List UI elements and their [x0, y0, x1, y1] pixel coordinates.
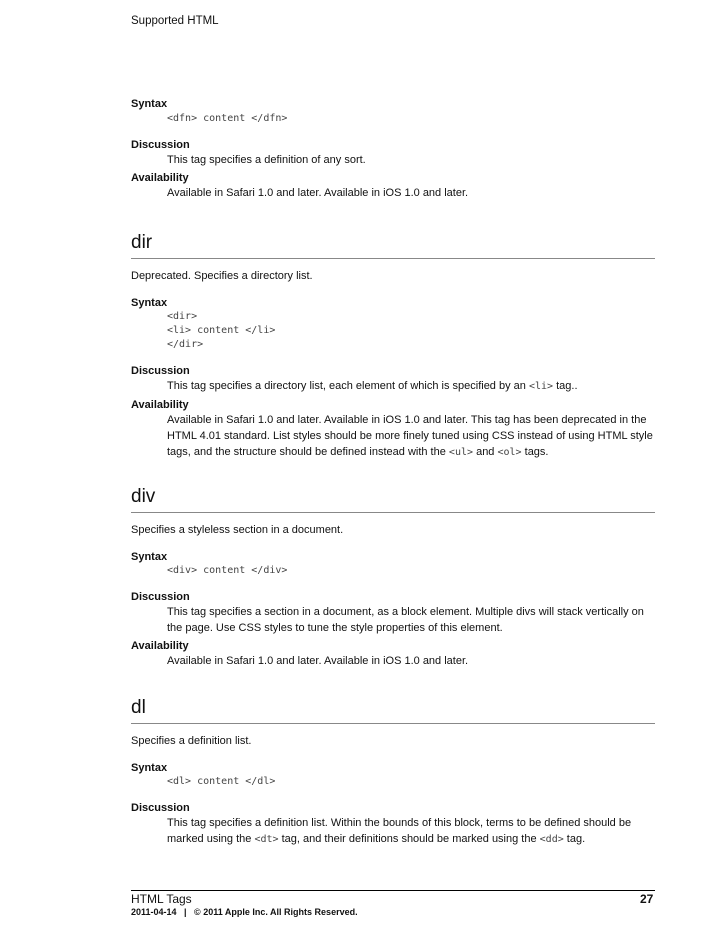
dl-discussion-line-2-post: tag. — [563, 833, 586, 845]
dir-availability-line-1: Available in Safari 1.0 and later. Available in iOS 1.0 and later. This tag has been deprecated in the — [167, 414, 647, 426]
dir-syntax-line-1: <dir> — [167, 311, 198, 322]
dir-availability-line-3-post: tags. — [521, 446, 549, 458]
dl-discussion-label: Discussion — [131, 802, 190, 814]
dir-title: dir — [131, 232, 153, 253]
dl-discussion-line-2 — [131, 831, 655, 848]
dir-discussion-pre: This tag specifies a directory list, each element of which is specified by an — [167, 380, 529, 392]
dfn-syntax-code: <dfn> content </dfn> — [167, 113, 288, 124]
dir-discussion-code: <li> — [528, 381, 554, 392]
div-availability-label: Availability — [131, 640, 189, 652]
dir-availability-line-3-mid: and — [473, 446, 498, 458]
dir-syntax-line-3: </dir> — [167, 339, 204, 350]
dir-syntax-line-2: <li> content </li> — [167, 325, 276, 336]
div-discussion-line-1: This tag specifies a section in a document, as a block element. Multiple divs will stack vertically on — [167, 606, 644, 618]
dir-availability-code-ul: <ul> — [448, 447, 474, 458]
div-syntax-label: Syntax — [131, 551, 168, 563]
dl-summary: Specifies a definition list. — [131, 735, 252, 747]
dl-discussion-line-2-pre: marked using the — [167, 833, 255, 845]
dl-title: dl — [131, 697, 146, 718]
div-syntax-code: <div> content </div> — [167, 565, 288, 576]
div-discussion-line-2: the page. Use CSS styles to tune the style properties of this element. — [167, 622, 503, 634]
footer-section-title: HTML Tags — [131, 892, 192, 906]
dir-section — [131, 232, 655, 461]
dir-discussion-post: tag.. — [553, 380, 578, 392]
dfn-section — [131, 97, 655, 201]
dl-syntax-code: <dl> content </dl> — [167, 776, 276, 787]
dfn-availability-text: Available in Safari 1.0 and later. Available in iOS 1.0 and later. — [167, 187, 469, 199]
div-title-rule — [131, 512, 655, 513]
dir-availability-line-3 — [131, 444, 655, 461]
dir-discussion-text — [131, 378, 655, 395]
dir-availability-code-ol: <ol> — [497, 447, 522, 458]
footer-copyright: 2011-04-14 | © 2011 Apple Inc. All Rights Reserved. — [131, 907, 358, 917]
dfn-syntax-label: Syntax — [131, 98, 168, 110]
dir-summary: Deprecated. Specifies a directory list. — [131, 270, 313, 282]
dir-discussion-label: Discussion — [131, 365, 190, 377]
dl-discussion-code-dd: <dd> — [539, 834, 564, 845]
dl-discussion-code-dt: <dt> — [254, 834, 279, 845]
dl-discussion-line-2-mid: tag, and their definitions should be marked using the — [278, 833, 540, 845]
div-discussion-label: Discussion — [131, 591, 190, 603]
dir-availability-line-3-pre: tags, and the structure should be defined instead with the — [167, 446, 449, 458]
dfn-discussion-text: This tag specifies a definition of any sort. — [167, 154, 366, 166]
footer-rule — [131, 890, 655, 891]
dfn-availability-label: Availability — [131, 172, 189, 184]
dir-availability-line-2: HTML 4.01 standard. List styles should be more finely tuned using CSS instead of using HTML style — [167, 430, 653, 442]
dl-discussion-line-1: This tag specifies a definition list. Within the bounds of this block, terms to be defined should be — [167, 817, 632, 829]
div-title: div — [131, 486, 156, 507]
div-availability-text: Available in Safari 1.0 and later. Available in iOS 1.0 and later. — [167, 655, 469, 667]
div-section — [131, 486, 655, 669]
dl-title-rule — [131, 723, 655, 724]
footer-page-number: 27 — [640, 892, 654, 906]
running-header: Supported HTML — [131, 15, 219, 27]
dir-availability-label: Availability — [131, 399, 189, 411]
dir-title-rule — [131, 258, 655, 259]
dfn-discussion-label: Discussion — [131, 139, 190, 151]
div-summary: Specifies a styleless section in a document. — [131, 524, 344, 536]
dl-syntax-label: Syntax — [131, 762, 168, 774]
dir-syntax-label: Syntax — [131, 297, 168, 309]
dl-section — [131, 697, 655, 848]
